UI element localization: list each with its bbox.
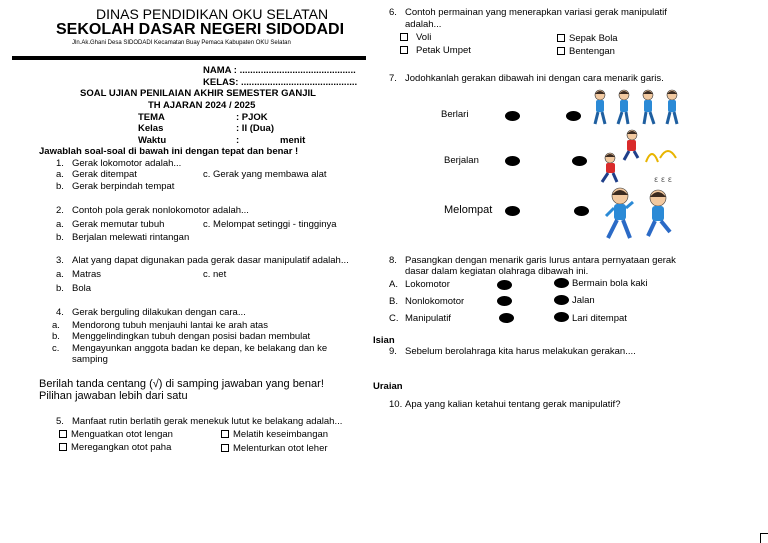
q3-key-b: b.	[56, 283, 64, 294]
jumping-child-icon	[602, 153, 617, 182]
q3-number: 3.	[56, 255, 64, 266]
q5-option-2[interactable]	[221, 429, 328, 440]
q3-option-c: c. net	[203, 269, 227, 280]
q7-left-dot-3[interactable]	[505, 206, 520, 216]
checkbox[interactable]	[59, 443, 67, 451]
checkbox[interactable]	[400, 33, 408, 41]
q1-text: Gerak lokomotor adalah...	[72, 158, 182, 169]
q10-text: Apa yang kalian ketahui tentang gerak manipulatif?	[405, 399, 621, 410]
q8-left-dot-1[interactable]	[497, 280, 512, 290]
q6-option-2-label: Sepak Bola	[569, 33, 618, 44]
waktu-colon: :	[236, 135, 240, 146]
school-address: Jln.Ak.Ghani Desa SIDODADI Kecamatan Buay Pemaca Kabupaten OKU Selatan	[72, 40, 291, 46]
q6-text-line2: adalah...	[405, 19, 442, 30]
q5-option-3[interactable]	[59, 442, 171, 453]
q9-number: 9.	[389, 346, 397, 357]
q1-option-c: c. Gerak yang membawa alat	[203, 169, 327, 180]
walking-child-icon	[595, 90, 605, 124]
q7-number: 7.	[389, 73, 397, 84]
svg-text:ε ε ε: ε ε ε	[654, 175, 673, 184]
jumping-child-icon	[624, 130, 638, 160]
kelas-label: Kelas	[138, 123, 164, 134]
q6-text-line1: Contoh permainan yang menerapkan variasi gerak manipulatif	[405, 7, 667, 18]
q7-left-dot-2[interactable]	[505, 156, 520, 166]
q8-right-label-3: Lari ditempat	[572, 313, 627, 324]
header-divider	[12, 56, 366, 60]
uraian-heading: Uraian	[373, 381, 403, 392]
q8-left-dot-2[interactable]	[497, 296, 512, 306]
q2-key-b: b.	[56, 232, 64, 243]
checkbox-instruction: Berilah tanda centang (√) di samping jawaban yang benar!	[39, 378, 324, 390]
q8-number: 8.	[389, 255, 397, 266]
checkbox[interactable]	[59, 430, 67, 438]
q7-left-dot-1[interactable]	[505, 111, 520, 121]
q6-number: 6.	[389, 7, 397, 18]
checkbox[interactable]	[221, 430, 229, 438]
walking-children-illustration	[590, 88, 686, 128]
checkbox-note: Pilihan jawaban lebih dari satu	[39, 390, 188, 402]
q8-left-label-b: Nonlokomotor	[405, 296, 465, 307]
school-name: SEKOLAH DASAR NEGERI SIDODADI	[56, 21, 345, 38]
q2-number: 2.	[56, 205, 64, 216]
q4-text: Gerak berguling dilakukan dengan cara...	[72, 307, 246, 318]
q1-option-b: Gerak berpindah tempat	[72, 181, 175, 192]
q8-left-label-a: Lokomotor	[405, 279, 450, 290]
q8-right-label-1: Bermain bola kaki	[572, 278, 648, 289]
q4-number: 4.	[56, 307, 64, 318]
tema-label: TEMA	[138, 112, 165, 123]
q4-key-a: a.	[52, 320, 60, 331]
q3-text: Alat yang dapat digunakan pada gerak dasar manipulatif adalah...	[72, 255, 349, 266]
walking-child-icon	[667, 90, 677, 124]
q3-option-a: Matras	[72, 269, 102, 280]
q8-left-key-c: C.	[389, 313, 399, 324]
q4-key-b: b.	[52, 331, 60, 342]
q4-key-c: c.	[52, 343, 60, 354]
q8-right-dot-1[interactable]	[554, 278, 569, 288]
q4-option-c-line1: Mengayunkan anggota badan ke depan, ke belakang dan ke	[72, 343, 328, 354]
jump-arc-icon	[646, 151, 676, 162]
name-field: NAMA : ............................................	[203, 65, 356, 76]
q7-right-dot-1[interactable]	[566, 111, 581, 121]
q8-left-label-c: Manipulatif	[405, 313, 451, 324]
q7-right-dot-2[interactable]	[572, 156, 587, 166]
q8-right-label-2: Jalan	[572, 295, 595, 306]
q6-option-2[interactable]	[557, 33, 618, 44]
q8-left-key-b: B.	[389, 296, 398, 307]
waktu-value: menit	[280, 135, 306, 146]
page-corner-mark	[760, 533, 768, 543]
q2-option-c: c. Melompat setinggi - tingginya	[203, 219, 337, 230]
jumping-children-illustration	[598, 128, 684, 186]
q7-item-berlari: Berlari	[441, 109, 469, 120]
q3-option-b: Bola	[72, 283, 92, 294]
isian-heading: Isian	[373, 335, 395, 346]
q6-option-4-label: Bentengan	[569, 46, 615, 57]
exam-title: SOAL UJIAN PENILAIAN AKHIR SEMESTER GANJIL	[80, 88, 316, 99]
q2-option-a: Gerak memutar tubuh	[72, 219, 165, 230]
q5-option-2-label: Melatih keseimbangan	[233, 429, 329, 440]
q1-number: 1.	[56, 158, 64, 169]
waktu-label: Waktu	[138, 135, 167, 146]
q8-right-dot-2[interactable]	[554, 295, 569, 305]
q4-option-a: Mendorong tubuh menjauhi lantai ke arah atas	[72, 320, 268, 331]
q2-option-b: Berjalan melewati rintangan	[72, 232, 190, 243]
q4-option-b: Menggelindingkan tubuh dengan posisi badan membulat	[72, 331, 311, 342]
q5-option-4-label: Melenturkan otot leher	[233, 443, 328, 454]
q5-option-1[interactable]	[59, 429, 173, 440]
walking-child-icon	[618, 90, 629, 124]
q6-option-1[interactable]	[400, 32, 431, 43]
agency-name: DINAS PENDIDIKAN OKU SELATAN	[96, 6, 329, 22]
q6-option-3[interactable]	[400, 45, 471, 56]
q8-left-dot-3[interactable]	[499, 313, 514, 323]
instruction: Jawablah soal-soal di bawah ini dengan tepat dan benar !	[39, 146, 299, 157]
checkbox[interactable]	[557, 34, 565, 42]
q9-text: Sebelum berolahraga kita harus melakukan gerakan....	[405, 346, 636, 357]
q8-text-line1: Pasangkan dengan menarik garis lurus antara pernyataan gerak	[405, 255, 676, 266]
running-child-icon	[606, 188, 633, 238]
q7-text: Jodohkanlah gerakan dibawah ini dengan cara menarik garis.	[405, 73, 664, 84]
q1-key-b: b.	[56, 181, 64, 192]
running-children-illustration	[600, 186, 680, 244]
q5-text: Manfaat rutin berlatih gerak menekuk lutut ke belakang adalah...	[72, 416, 343, 427]
exam-year: TH AJARAN 2024 / 2025	[148, 100, 256, 111]
q6-option-4[interactable]	[557, 46, 615, 57]
q1-option-a: Gerak ditempat	[72, 169, 137, 180]
tema-value: : PJOK	[236, 112, 268, 123]
walking-child-icon	[643, 90, 654, 124]
class-field: KELAS: ............................................	[203, 77, 358, 88]
q6-option-1-label: Voli	[416, 32, 432, 43]
q1-key-a: a.	[56, 169, 64, 180]
q5-option-4[interactable]	[221, 443, 328, 454]
q8-left-key-a: A.	[389, 279, 398, 290]
q5-option-3-label: Meregangkan otot paha	[71, 442, 172, 453]
q8-right-dot-3[interactable]	[554, 312, 569, 322]
q3-key-a: a.	[56, 269, 64, 280]
q10-number: 10.	[389, 399, 403, 410]
q7-item-berjalan: Berjalan	[444, 155, 479, 166]
q2-text: Contoh pola gerak nonlokomotor adalah...	[72, 205, 249, 216]
q6-option-3-label: Petak Umpet	[416, 45, 471, 56]
q7-item-melompat: Melompat	[444, 204, 493, 216]
q4-option-c-line2: samping	[72, 354, 108, 365]
q5-number: 5.	[56, 416, 64, 427]
running-child-icon	[648, 190, 670, 236]
checkbox[interactable]	[400, 46, 408, 54]
q2-key-a: a.	[56, 219, 64, 230]
q7-right-dot-3[interactable]	[574, 206, 589, 216]
checkbox[interactable]	[557, 47, 565, 55]
q5-option-1-label: Menguatkan otot lengan	[71, 429, 173, 440]
kelas-value: : II (Dua)	[236, 123, 274, 134]
checkbox[interactable]	[221, 444, 229, 452]
q8-text-line2: dasar dalam kegiatan olahraga dibawah ini.	[405, 266, 589, 277]
